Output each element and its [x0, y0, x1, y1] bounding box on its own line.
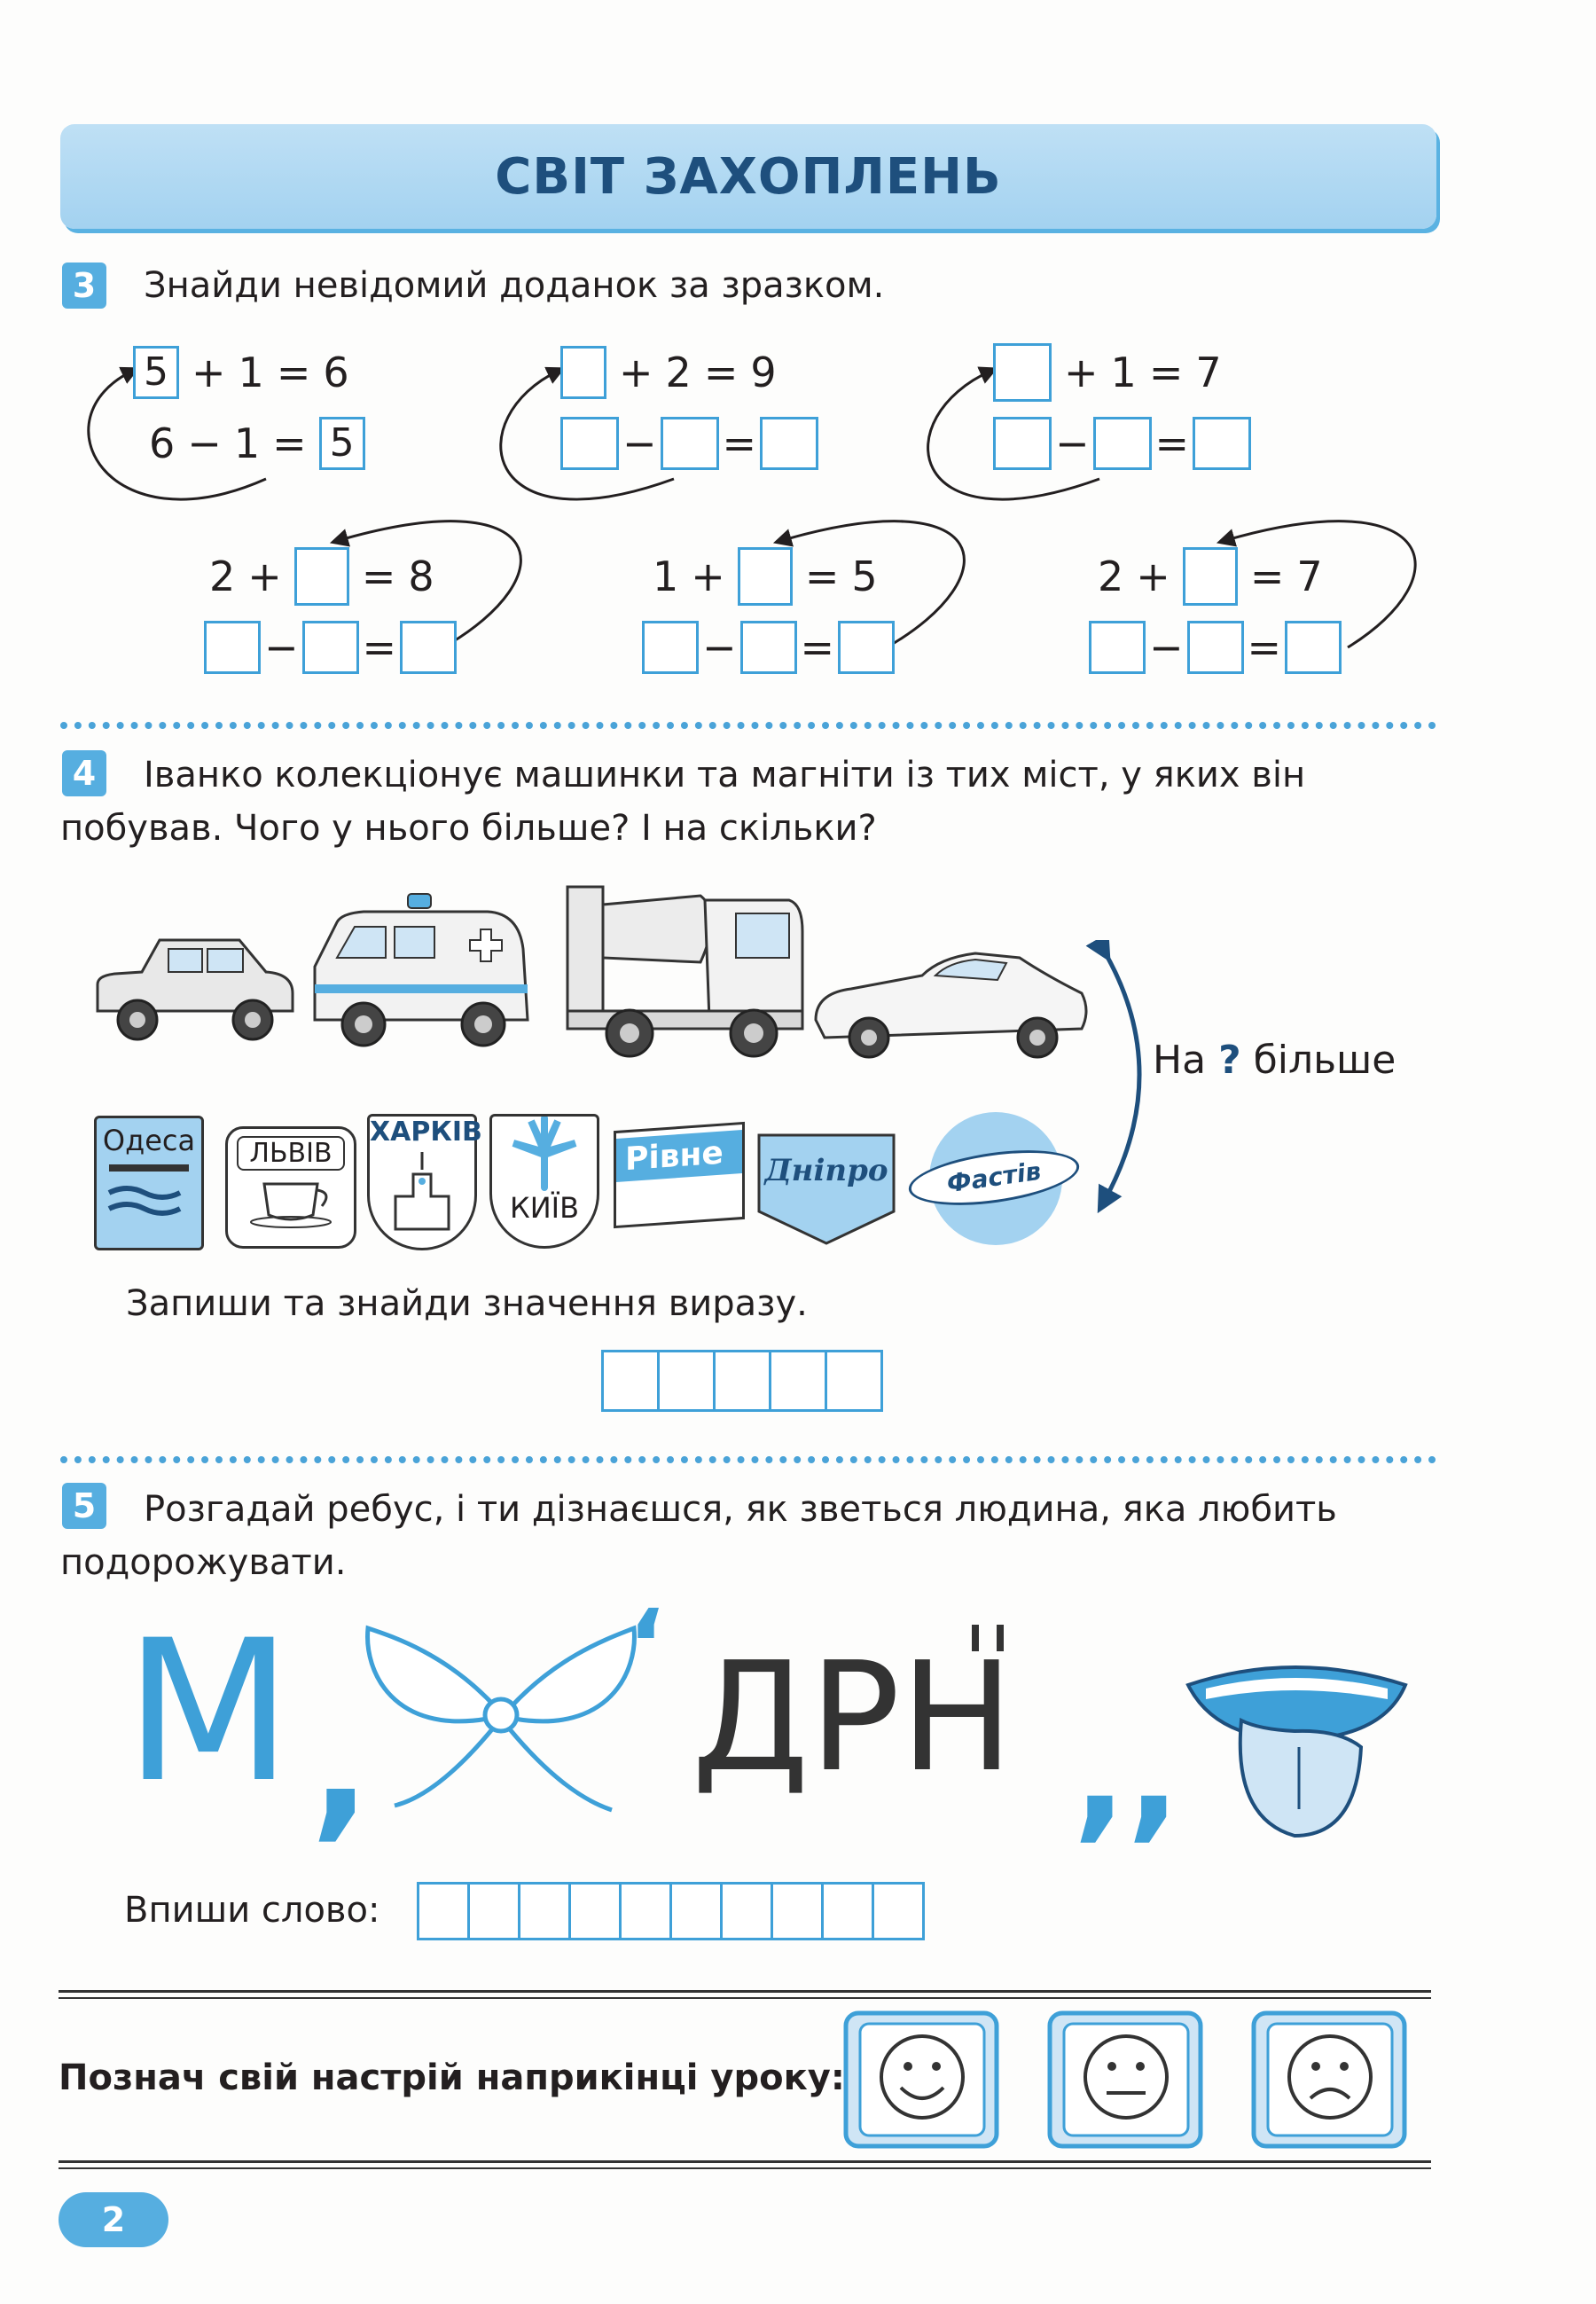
- rebus-marks: ,,: [1073, 1690, 1181, 1856]
- equation-group-2: [560, 344, 818, 472]
- answer-box: 5: [319, 417, 365, 470]
- question-mark: ?: [1218, 1038, 1241, 1083]
- concrete-mixer-icon: [567, 887, 802, 1056]
- sad-face-icon: [1254, 2013, 1404, 2146]
- equation-1-top: 5 + 1 = 6: [133, 344, 365, 401]
- answer-cell[interactable]: [769, 1350, 827, 1412]
- letter-cell[interactable]: [568, 1882, 622, 1940]
- answer-box: 5: [133, 346, 179, 399]
- answer-box-input[interactable]: [400, 621, 457, 674]
- compare-label: На ? більше: [1153, 1038, 1396, 1083]
- equation-2-top: + 2 = 9: [560, 344, 818, 401]
- equation-3-bottom: − =: [993, 415, 1251, 472]
- task-4-instruction-line-1: Іванко колекціонує машинки та магніти із тих міст, у яких він: [144, 755, 1306, 795]
- equation-group-5: [653, 548, 895, 676]
- equation-6-bottom: − =: [1089, 619, 1342, 676]
- equation-group-4: [209, 548, 457, 676]
- waves-icon: [100, 1157, 198, 1228]
- word-prompt: Впиши слово:: [124, 1890, 380, 1931]
- answer-box-input[interactable]: [1093, 417, 1152, 470]
- sports-car-icon: [816, 953, 1086, 1057]
- equation-group-1: [133, 344, 365, 472]
- magnet-rivne: Рівне: [614, 1122, 745, 1228]
- answer-box-input[interactable]: [661, 417, 719, 470]
- chestnut-leaf-icon: [496, 1117, 593, 1195]
- equation-5-top: 1 + = 5: [653, 548, 895, 605]
- answer-box-input[interactable]: [993, 343, 1052, 402]
- equation-3-top: + 1 = 7: [993, 344, 1251, 401]
- rebus-letter: М: [124, 1598, 293, 1825]
- answer-box-input[interactable]: [560, 417, 619, 470]
- mood-faces: [842, 2006, 1410, 2166]
- answer-box-input[interactable]: [204, 621, 261, 674]
- answer-box-input[interactable]: [1193, 417, 1251, 470]
- write-expression-prompt: Запиши та знайди значення виразу.: [126, 1283, 808, 1324]
- rebus-word: ДРН: [692, 1630, 1014, 1806]
- section-divider: [60, 1456, 1436, 1463]
- letter-cell[interactable]: [669, 1882, 723, 1940]
- answer-cell[interactable]: [825, 1350, 883, 1412]
- letter-cell[interactable]: [417, 1882, 470, 1940]
- answer-box-input[interactable]: [1183, 547, 1238, 606]
- rebus-dots-mark: [956, 1619, 1044, 1655]
- equation-4-top: 2 + = 8: [209, 548, 457, 605]
- answer-box-input[interactable]: [642, 621, 699, 674]
- answer-box-input[interactable]: [1089, 621, 1146, 674]
- magnet-kharkiv: ХАРКІВ: [367, 1114, 477, 1250]
- answer-box-input[interactable]: [1187, 621, 1244, 674]
- mood-prompt: Познач свій настрій наприкінці уроку:: [59, 2057, 845, 2098]
- word-answer-cells[interactable]: [417, 1882, 922, 1940]
- rebus-comma: ,: [310, 1672, 372, 1857]
- task-4-instruction-line-2: побував. Чого у нього більше? І на скільки?: [60, 808, 877, 849]
- cars-row: [89, 878, 1099, 1073]
- magnet-dnipro-shape: [755, 1132, 897, 1247]
- expression-answer-cells[interactable]: [601, 1350, 880, 1412]
- letter-cell[interactable]: [467, 1882, 520, 1940]
- letter-cell[interactable]: [619, 1882, 672, 1940]
- task-5-number: 5: [62, 1483, 106, 1529]
- letter-cell[interactable]: [821, 1882, 874, 1940]
- equation-group-6: [1098, 548, 1342, 676]
- answer-box-input[interactable]: [993, 417, 1052, 470]
- magnet-fastiv: Фастів: [929, 1112, 1062, 1245]
- mood-bottom-line-thin: [59, 2167, 1431, 2169]
- rebus-apostrophe: ‘: [628, 1588, 665, 1702]
- magnet-dnipro: Дніпро: [764, 1153, 888, 1188]
- answer-box-input[interactable]: [838, 621, 895, 674]
- mood-bottom-line: [59, 2160, 1431, 2163]
- bow-icon: [359, 1619, 643, 1823]
- page-number: 2: [59, 2192, 168, 2247]
- task-4-number: 4: [62, 750, 106, 796]
- letter-cell[interactable]: [518, 1882, 571, 1940]
- answer-box-input[interactable]: [302, 621, 359, 674]
- task-5-instruction-line-2: подорожувати.: [60, 1542, 347, 1583]
- ambulance-icon: [315, 894, 528, 1046]
- equation-4-bottom: − =: [204, 619, 457, 676]
- answer-cell[interactable]: [601, 1350, 660, 1412]
- answer-box-input[interactable]: [1285, 621, 1342, 674]
- equation-1-bottom: 6 − 1 = 5: [149, 415, 365, 472]
- task-5-instruction-line-1: Розгадай ребус, і ти дізнаєшся, як зветься людина, яка любить: [144, 1489, 1337, 1530]
- tower-icon: [373, 1148, 471, 1236]
- mood-top-line-thin: [59, 1997, 1431, 1999]
- answer-cell[interactable]: [657, 1350, 716, 1412]
- letter-cell[interactable]: [771, 1882, 824, 1940]
- equation-group-3: [993, 344, 1251, 472]
- cup-icon: [233, 1171, 348, 1233]
- section-divider: [60, 722, 1436, 729]
- answer-box-input[interactable]: [738, 547, 793, 606]
- answer-box-input[interactable]: [740, 621, 797, 674]
- letter-cell[interactable]: [872, 1882, 925, 1940]
- answer-box-input[interactable]: [294, 547, 349, 606]
- answer-box-input[interactable]: [760, 417, 818, 470]
- happy-face-icon: [846, 2013, 997, 2146]
- answer-cell[interactable]: [713, 1350, 771, 1412]
- equation-5-bottom: − =: [642, 619, 895, 676]
- magnet-odesa: Одеса: [94, 1116, 204, 1250]
- equation-6-top: 2 + = 7: [1098, 548, 1342, 605]
- answer-box-input[interactable]: [560, 346, 606, 399]
- magnet-kyiv: КИЇВ: [489, 1114, 599, 1249]
- page-title: СВІТ ЗАХОПЛЕНЬ: [495, 147, 1002, 206]
- task-3-instruction: Знайди невідомий доданок за зразком.: [144, 265, 885, 306]
- tongue-icon: [1179, 1650, 1419, 1845]
- car-icon: [98, 940, 293, 1039]
- letter-cell[interactable]: [720, 1882, 773, 1940]
- task-3-number: 3: [62, 263, 106, 309]
- mood-top-line: [59, 1990, 1431, 1993]
- magnet-lviv: ЛЬВІВ: [225, 1126, 356, 1249]
- neutral-face-icon: [1050, 2013, 1201, 2146]
- equation-2-bottom: − =: [560, 415, 818, 472]
